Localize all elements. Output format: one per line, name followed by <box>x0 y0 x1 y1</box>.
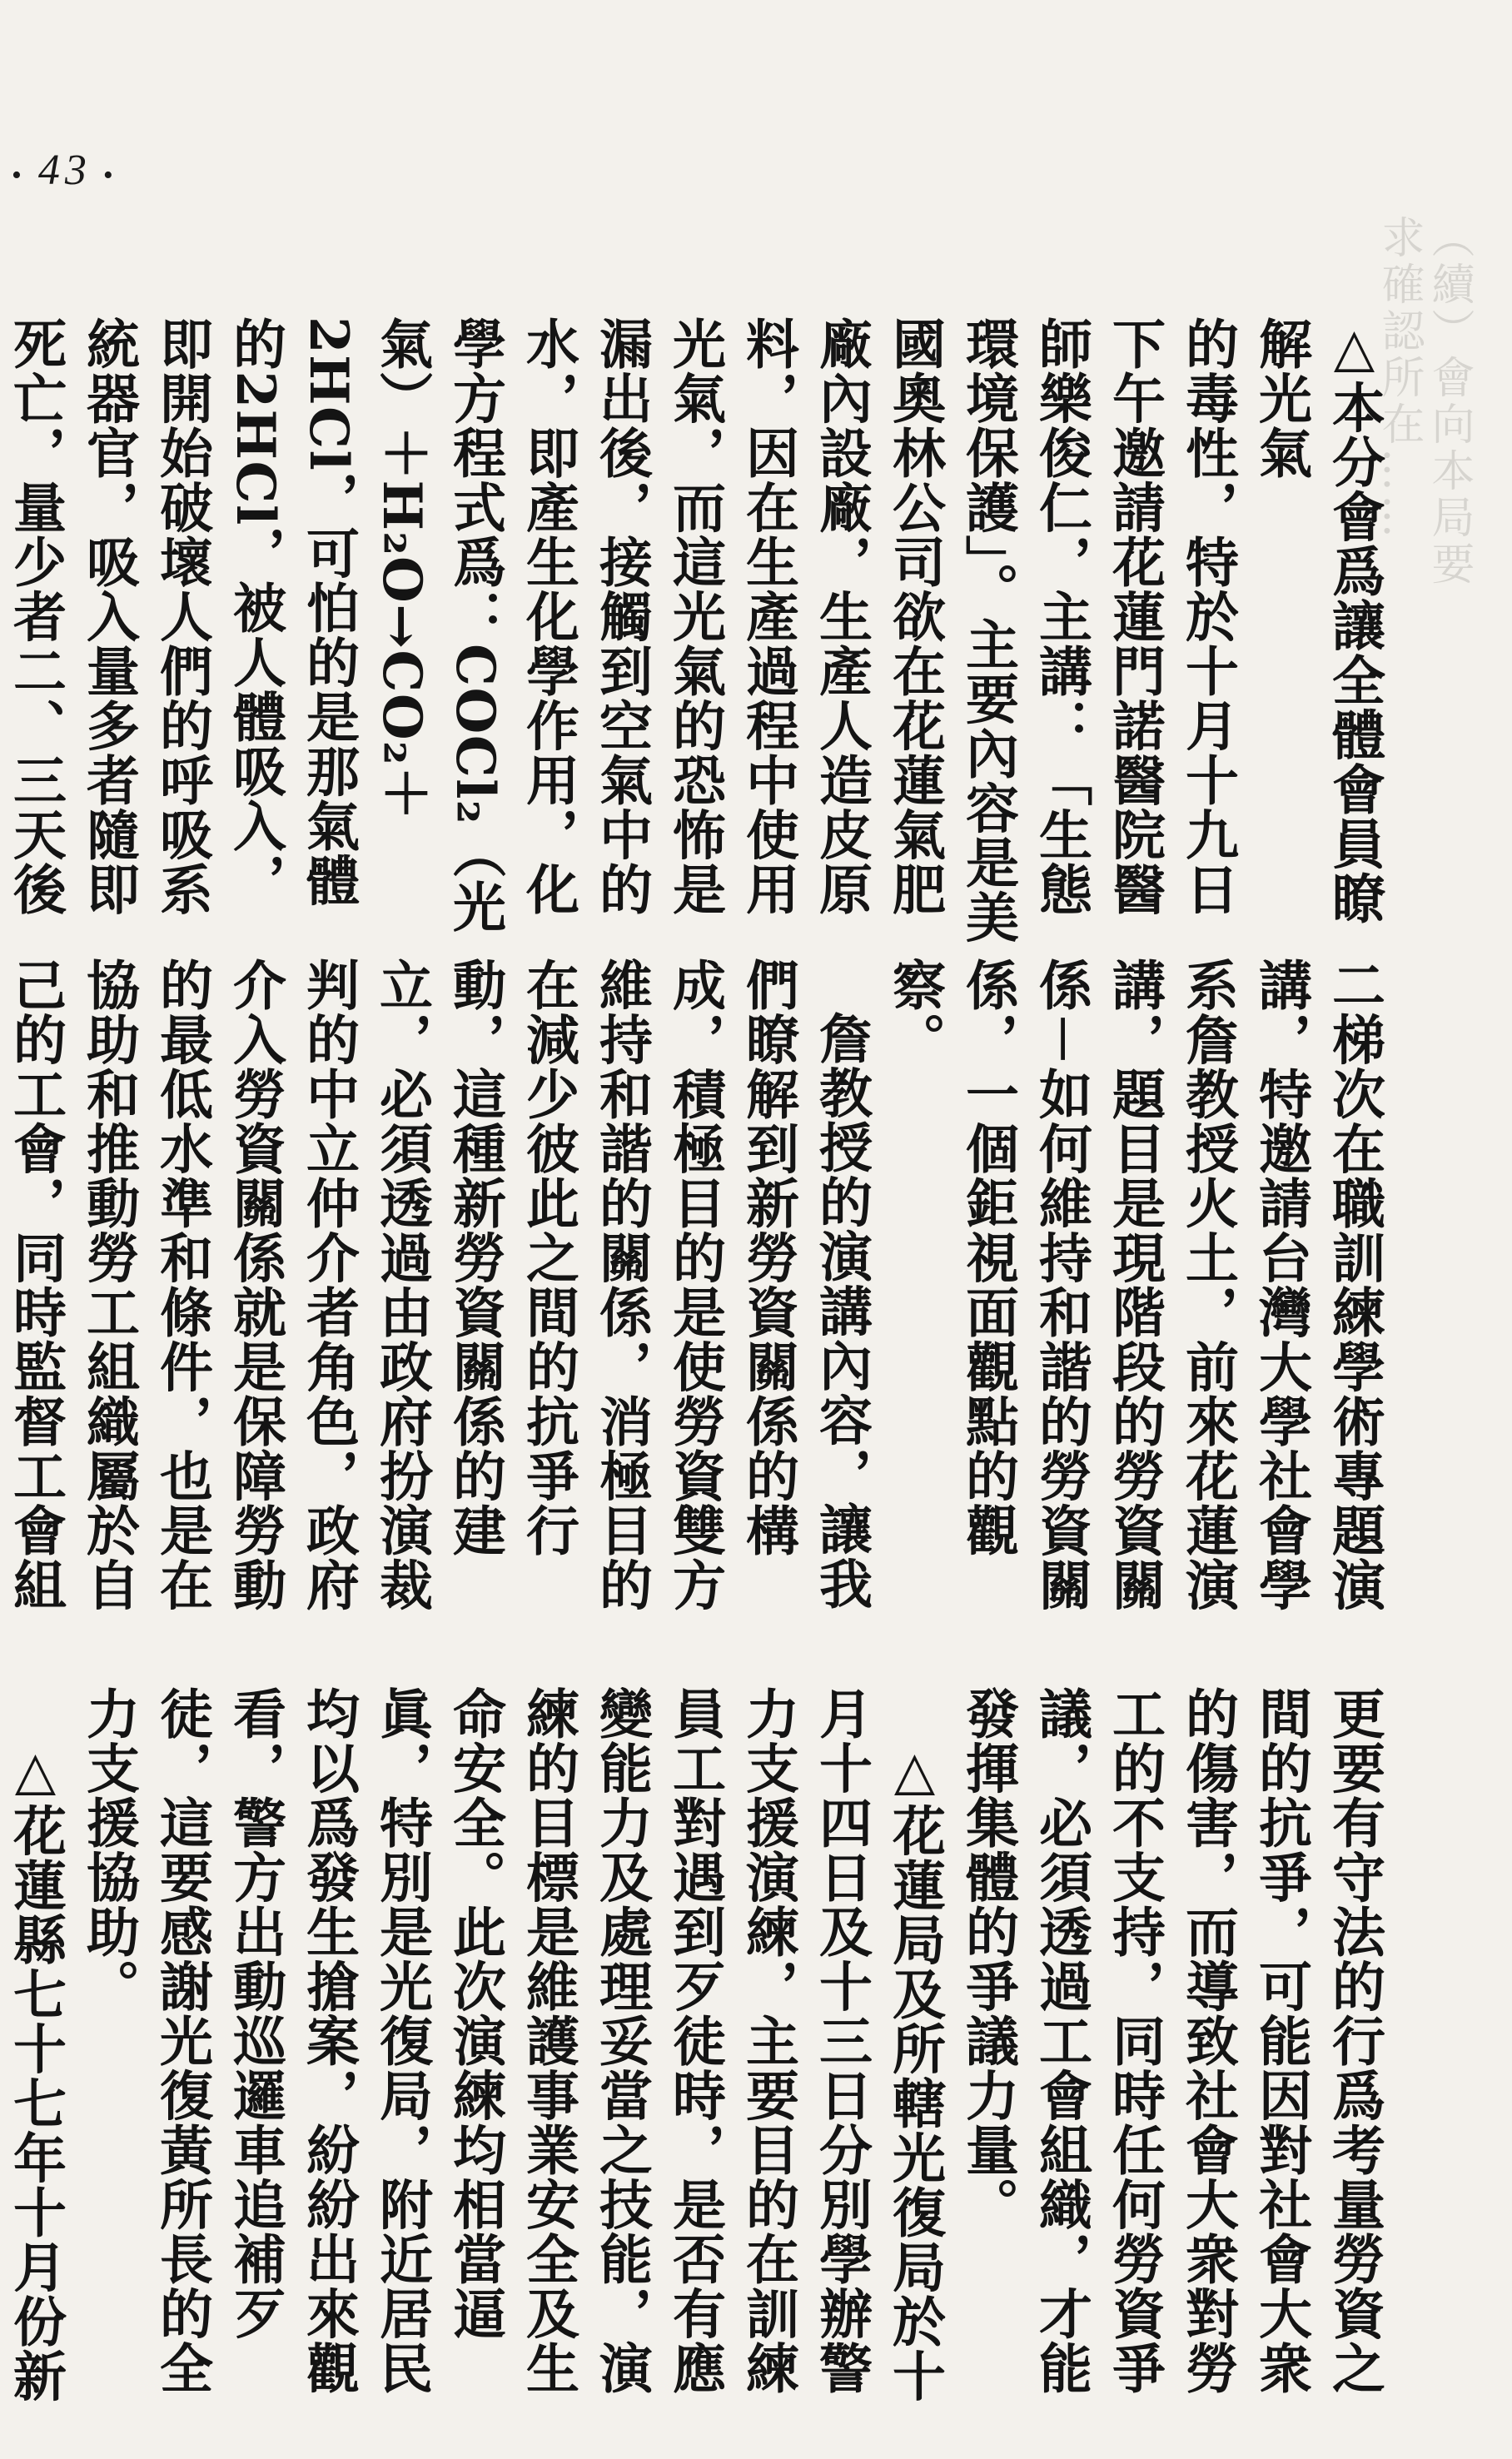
page-number: • 43 • <box>0 146 130 195</box>
text-band-top <box>4 316 1390 958</box>
text-band-bottom <box>4 1686 1390 2411</box>
paragraph-phosgene-lecture: 的毒性，特於十月十九日下午邀請花蓮門諾醫院醫師樂俊仁，主講：「生態環境保護」。主要內容是美國奧林公司欲在花蓮氣肥廠內設廠，生產人造皮原料，因在生產過程中使用光氣，而這光氣的恐怖是漏出後，接觸到空氣中的水，即產生化學作用，化學方程式爲：COCl₂（光氣）＋H₂O→CO₂＋2HCl，可怕的是那氣體的2HCl，被人體吸入，即開始破壞人們的呼吸系統器官，吸入量多者隨即死亡，量少者二、三天後 <box>4 316 1239 944</box>
paragraph-professor-lecture: 詹教授的演講內容，讓我們瞭解到新勞資關係的構成，積極目的是使勞資雙方維持和諧的關係，消極目的在減少彼此之間的抗爭行動，這種新勞資關係的建立，必須透過由政府扮演裁判的中立仲介者角色，政府介入勞資關係就是保障勞動的最低水準和條件，也是在協助和推動勞工組織屬於自己的工會，同時監督工會組 <box>4 958 873 1612</box>
paragraph-police-drill: △花蓮局及所轄光復局於十月十四日及十三日分別學辦警力支援演練，主要目的在訓練員工對遇到歹徒時，是否有應變能力及處理妥當之技能，演練的目標是維護事業安全及生命安全。此次演練均相當逼眞，特別是光復局，附近居民均以爲發生搶案，紛紛出來觀看，警方出動巡邏車追補歹徒，這要感謝光復黃所長的全力支援協助。 <box>77 1686 946 2403</box>
paragraph-press-meeting: △花蓮縣七十七年十月份新 <box>4 1740 67 2403</box>
faded-header-text: （續）會向本局要求確認所在…… <box>1374 215 1474 588</box>
paragraph-dispute-continued: 更要有守法的行爲考量勞資之間的抗爭，可能因對社會大衆的傷害，而導致社會大衆對勞工的不支持，同時任何勞資爭議，必須透過工會組織，才能發揮集體的爭議力量。 <box>957 1686 1385 2396</box>
paragraph-lecture-continued: 二梯次在職訓練學術專題演講，特邀請台灣大學社會學系詹教授火土，前來花蓮演講，題目是現階段的勞資關係－如何維持和諧的勞資關係，一個鉅視面觀點的觀察。 <box>883 958 1385 1612</box>
text-band-middle <box>4 958 1390 1640</box>
paragraph-intro-phosgene: △本分會爲讓全體會員瞭解光氣 <box>1250 316 1385 926</box>
